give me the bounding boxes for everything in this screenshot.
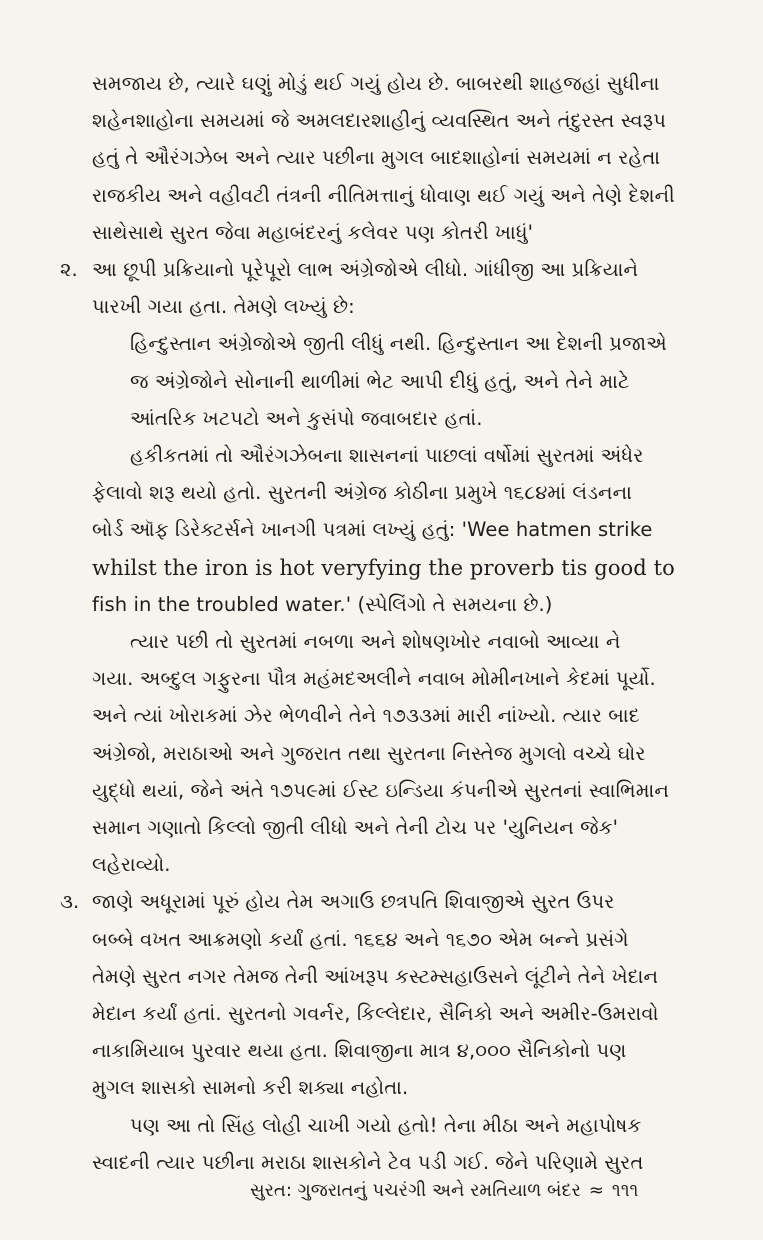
text-line: તેમણે સુરત નગર તેમજ તેની આંખરૂપ કસ્ટમ્સહાઉસને લૂંટીને તેને ખેદાન <box>92 964 659 988</box>
list-number: ૩. <box>60 890 80 914</box>
text-line: મેદાન કર્યાં હતાં. સુરતનો ગવર્નર, કિલ્લેદાર, સૈનિકો અને અમીર-ઉમરાવો <box>92 1002 659 1025</box>
text-line: બબ્બે વખત આક્રમણો કર્યાં હતાં. ૧૬૬૪ અને ૧૬૭૦ એમ બન્ને પ્રસંગે <box>92 927 629 951</box>
text-line: સમજાય છે, ત્યારે ઘણું મોડું થઈ ગયું હોય છે. બાબરથી શાહજહાં સુધીના <box>92 72 660 95</box>
text-line: અંગ્રેજો, મરાઠાઓ અને ગુજરાત તથા સુરતના નિસ્તેજ મુગલો વચ્ચે ઘોર <box>92 741 646 765</box>
text-line: પણ આ તો સિંહ લોહી ચાખી ગયો હતો! તેના મીઠા અને મહાપોષક <box>130 1113 642 1137</box>
text-line: મુગલ શાસકો સામનો કરી શક્યા નહોતા. <box>92 1076 409 1100</box>
text-line: નાકામિયાબ પુરવાર થયા હતા. શિવાજીના માત્ર ૪,૦૦૦ સૈનિકોનો પણ <box>92 1039 627 1063</box>
text-line: હતું તે ઔરંગઝેબ અને ત્યાર પછીના મુગલ બાદશાહોનાં સમયમાં ન રહેતા <box>92 146 661 170</box>
text-line: અને ત્યાં ખોરાકમાં ઝેર ભેળવીને તેને ૧૭૩૩માં મારી નાંખ્યો. ત્યાર બાદ <box>92 704 640 728</box>
text-line: fish in the troubled water.' (સ્પેલિંગો તે સમયના છે.) <box>92 592 553 616</box>
quote-line: જ અંગ્રેજોને સોનાની થાળીમાં ભેટ આપી દીધું હતું, અને તેને માટે <box>130 369 630 393</box>
quote-line: આંતરિક ખટપટો અને કુસંપો જવાબદાર હતાં. <box>130 406 483 430</box>
page-number: ૧૧૧ <box>611 1180 639 1201</box>
text-line: ત્યાર પછી તો સુરતમાં નબળા અને શોષણખોર નવાબો આવ્યા ને <box>130 630 621 653</box>
text-line: બોર્ડ ઑફ ડિરેક્ટર્સને ખાનગી પત્રમાં લખ્યું હતું: 'Wee hatmen strike <box>92 518 653 542</box>
text-line: whilst the iron is hot veryfying the proverb tis good to <box>92 555 675 580</box>
text-line: લહેરાવ્યો. <box>92 853 171 877</box>
book-title: સુરત: ગુજરાતનું પચરંગી અને રમતિયાળ બંદર <box>250 1180 581 1201</box>
text-line: જાણે અધૂરામાં પૂરું હોય તેમ અગાઉ છત્રપતિ શિવાજીએ સુરત ઉપર <box>92 890 615 914</box>
text-line: સાથેસાથે સુરત જેવા મહાબંદરનું કલેવર પણ કોતરી ખાધું' <box>92 220 534 244</box>
text-line: આ છૂપી પ્રક્રિયાનો પૂરેપૂરો લાભ અંગ્રેજોએ લીધો. ગાંધીજી આ પ્રક્રિયાને <box>92 258 639 281</box>
text-line: હકીકતમાં તો ઔરંગઝેબના શાસનનાં પાછલાં વર્ષોમાં સુરતમાં અંધેર <box>130 444 644 467</box>
text-line: શહેનશાહોના સમયમાં જે અમલદારશાહીનું વ્યવસ્થિત અને તંદુરસ્ત સ્વરૂપ <box>92 109 666 133</box>
page-footer <box>250 1180 638 1201</box>
quote-line: હિન્દુસ્તાન અંગ્રેજોએ જીતી લીધું નથી. હિન્દુસ્તાન આ દેશની પ્રજાએ <box>130 332 667 356</box>
text-line: ગયા. અબ્દુલ ગફુરના પૌત્ર મહંમદઅલીને નવાબ મોમીનખાને કેદમાં પૂર્યો. <box>92 667 656 691</box>
text-line: સ્વાદની ત્યાર પછીના મરાઠા શાસકોને ટેવ પડી ગઈ. જેને પરિણામે સુરત <box>92 1150 644 1174</box>
footer-separator: ≈ <box>588 1180 604 1201</box>
text-line: પારખી ગયા હતા. તેમણે લખ્યું છે: <box>92 295 355 319</box>
text-line: રાજકીય અને વહીવટી તંત્રની નીતિમત્તાનું ધોવાણ થઈ ગયું અને તેણે દેશની <box>92 183 675 207</box>
text-line: ફેલાવો શરૂ થયો હતો. સુરતની અંગ્રેજ કોઠીના પ્રમુખે ૧૬૮૪માં લંડનના <box>92 481 633 505</box>
text-line: સમાન ગણાતો કિલ્લો જીતી લીધો અને તેની ટોચ પર 'યુનિયન જેક' <box>92 816 619 839</box>
text-line: યુદ્ધો થયાં, જેને અંતે ૧૭૫૯માં ઈસ્ટ ઇન્ડિયા કંપનીએ સુરતનાં સ્વાભિમાન <box>92 778 670 802</box>
list-number: ૨. <box>60 258 78 281</box>
